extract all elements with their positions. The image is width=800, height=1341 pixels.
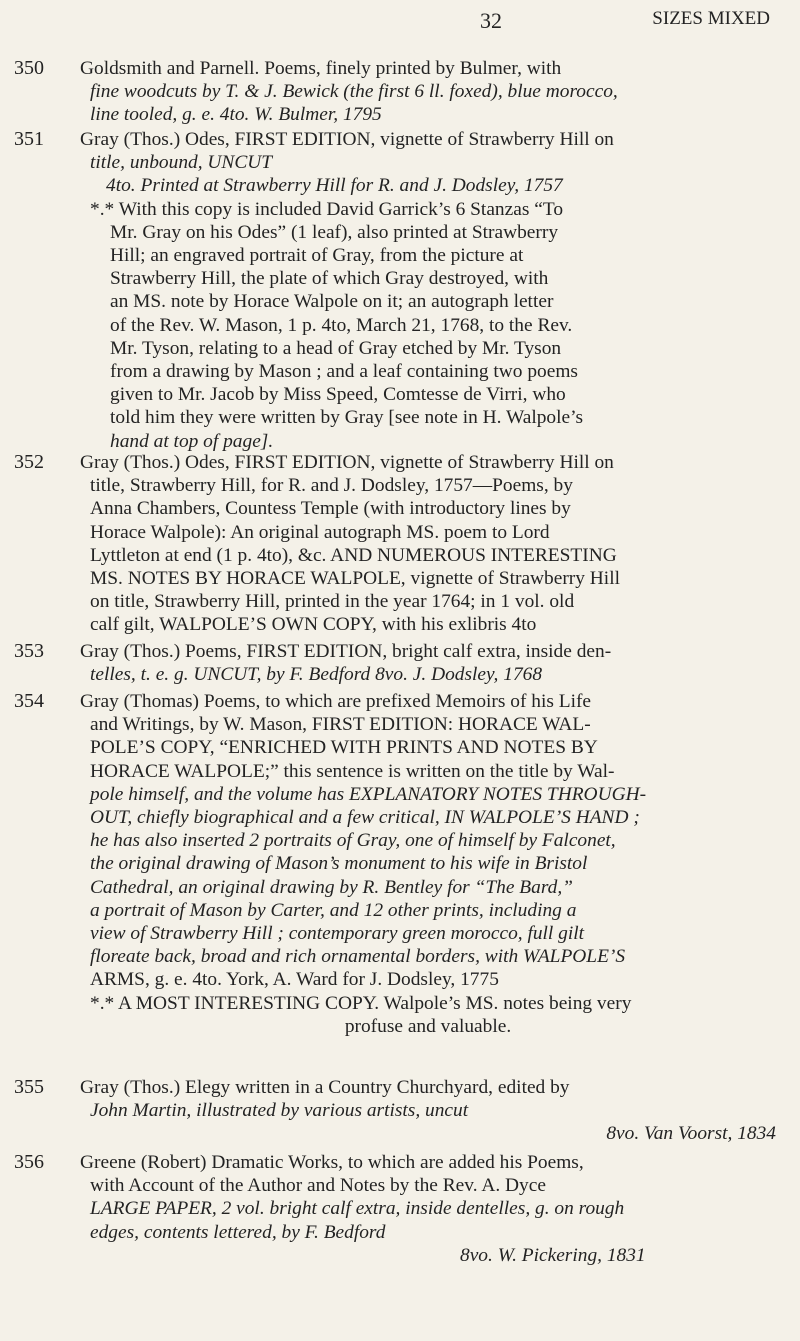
entry-note-line: profuse and valuable. xyxy=(344,1015,512,1037)
entry-line: telles, t. e. g. UNCUT, by F. Bedford 8vo. J. Dodsley, 1768 xyxy=(90,664,543,686)
entry-line: he has also inserted 2 portraits of Gray, one of himself by Falconet, xyxy=(90,830,616,852)
entry-line: Gray (Thos.) Poems, FIRST EDITION, bright calf extra, inside den- xyxy=(80,641,612,662)
entry-line: floreate back, broad and rich ornamental borders, with WALPOLE’S xyxy=(90,946,626,968)
entry-line: POLE’S COPY, “ENRICHED WITH PRINTS AND NOTES BY xyxy=(90,737,598,759)
catalogue-entry xyxy=(14,1151,776,1267)
entry-line: Gray (Thos.) Odes, FIRST EDITION, vignette of Strawberry Hill on xyxy=(80,129,614,150)
lot-number: 355 xyxy=(14,1076,44,1098)
entry-note-line: Strawberry Hill, the plate of which Gray destroyed, with xyxy=(110,268,549,290)
section-title: SIZES MIXED xyxy=(652,8,770,29)
page-header xyxy=(480,8,770,34)
entry-line: Greene (Robert) Dramatic Works, to which are added his Poems, xyxy=(80,1152,584,1173)
entry-line: Anna Chambers, Countess Temple (with introductory lines by xyxy=(90,498,571,520)
entry-line: Lyttleton at end (1 p. 4to), &c. AND NUMEROUS INTERESTING xyxy=(90,544,617,566)
entry-line: Gray (Thos.) Elegy written in a Country Churchyard, edited by xyxy=(80,1077,570,1098)
entry-line: line tooled, g. e. 4to. W. Bulmer, 1795 xyxy=(90,104,382,126)
catalogue-entry xyxy=(14,1076,776,1146)
entry-line: Gray (Thomas) Poems, to which are prefixed Memoirs of his Life xyxy=(80,691,592,712)
entry-line: Goldsmith and Parnell. Poems, finely printed by Bulmer, with xyxy=(80,58,562,79)
entry-line: calf gilt, WALPOLE’S OWN COPY, with his exlibris 4to xyxy=(90,614,537,636)
entry-line: with Account of the Author and Notes by the Rev. A. Dyce xyxy=(90,1175,546,1197)
entry-line: John Martin, illustrated by various artists, uncut xyxy=(90,1100,469,1122)
entry-line: the original drawing of Mason’s monument to his wife in Bristol xyxy=(90,853,588,875)
entry-line: a portrait of Mason by Carter, and 12 other prints, including a xyxy=(90,899,577,921)
entry-line: title, unbound, UNCUT xyxy=(90,152,273,174)
entry-line: 8vo. W. Pickering, 1831 xyxy=(460,1244,646,1266)
entry-line: on title, Strawberry Hill, printed in the year 1764; in 1 vol. old xyxy=(90,591,575,613)
entry-line: pole himself, and the volume has EXPLANATORY NOTES THROUGH- xyxy=(90,783,647,805)
lot-number: 352 xyxy=(14,451,44,473)
lot-number: 353 xyxy=(14,640,44,662)
entry-note-line: told him they were written by Gray [see note in H. Walpole’s xyxy=(110,407,584,429)
entry-line: 8vo. Van Voorst, 1834 xyxy=(606,1123,776,1145)
entry-line: Cathedral, an original drawing by R. Bentley for “The Bard,” xyxy=(90,876,573,898)
entry-note-line: Hill; an engraved portrait of Gray, from the picture at xyxy=(110,245,524,267)
entry-note-line: *.* A MOST INTERESTING COPY. Walpole’s MS. notes being very xyxy=(90,992,632,1014)
catalogue-entry xyxy=(14,451,776,637)
entry-line: ARMS, g. e. 4to. York, A. Ward for J. Dodsley, 1775 xyxy=(90,969,499,991)
entry-line: title, Strawberry Hill, for R. and J. Dodsley, 1757—Poems, by xyxy=(90,475,573,497)
entry-note-line: of the Rev. W. Mason, 1 p. 4to, March 21, 1768, to the Rev. xyxy=(110,314,573,336)
catalogue-entry xyxy=(14,57,776,127)
entry-line: and Writings, by W. Mason, FIRST EDITION: HORACE WAL- xyxy=(90,714,591,736)
catalogue-entry xyxy=(14,640,776,686)
entry-line: 4to. Printed at Strawberry Hill for R. and J. Dodsley, 1757 xyxy=(106,175,563,197)
entry-note-line: given to Mr. Jacob by Miss Speed, Comtesse de Virri, who xyxy=(110,384,566,406)
catalogue-entry xyxy=(14,128,776,453)
entry-note-line: Mr. Gray on his Odes” (1 leaf), also printed at Strawberry xyxy=(110,221,559,243)
entry-line: HORACE WALPOLE;” this sentence is written on the title by Wal- xyxy=(90,760,615,782)
entry-line: Gray (Thos.) Odes, FIRST EDITION, vignette of Strawberry Hill on xyxy=(80,452,614,473)
entry-line: OUT, chiefly biographical and a few critical, IN WALPOLE’S HAND ; xyxy=(90,807,640,829)
entry-line: Horace Walpole): An original autograph MS. poem to Lord xyxy=(90,521,550,543)
entry-line: LARGE PAPER, 2 vol. bright calf extra, inside dentelles, g. on rough xyxy=(90,1198,625,1220)
catalogue-entry xyxy=(14,690,776,1038)
entry-line: edges, contents lettered, by F. Bedford xyxy=(90,1221,386,1243)
entry-note-line: *.* With this copy is included David Garrick’s 6 Stanzas “To xyxy=(90,198,564,220)
page-number: 32 xyxy=(480,8,502,33)
lot-number: 354 xyxy=(14,690,44,712)
lot-number: 351 xyxy=(14,128,44,150)
entry-line: fine woodcuts by T. & J. Bewick (the first 6 ll. foxed), blue morocco, xyxy=(90,81,618,103)
entry-note-line: an MS. note by Horace Walpole on it; an autograph letter xyxy=(110,291,554,313)
entry-note-line: Mr. Tyson, relating to a head of Gray etched by Mr. Tyson xyxy=(110,337,562,359)
lot-number: 350 xyxy=(14,57,44,79)
entry-line: view of Strawberry Hill ; contemporary green morocco, full gilt xyxy=(90,923,585,945)
entry-line: MS. NOTES BY HORACE WALPOLE, vignette of Strawberry Hill xyxy=(90,568,620,590)
entry-note-line: hand at top of page]. xyxy=(110,430,274,452)
lot-number: 356 xyxy=(14,1151,44,1173)
entry-note-line: from a drawing by Mason ; and a leaf containing two poems xyxy=(110,361,578,383)
